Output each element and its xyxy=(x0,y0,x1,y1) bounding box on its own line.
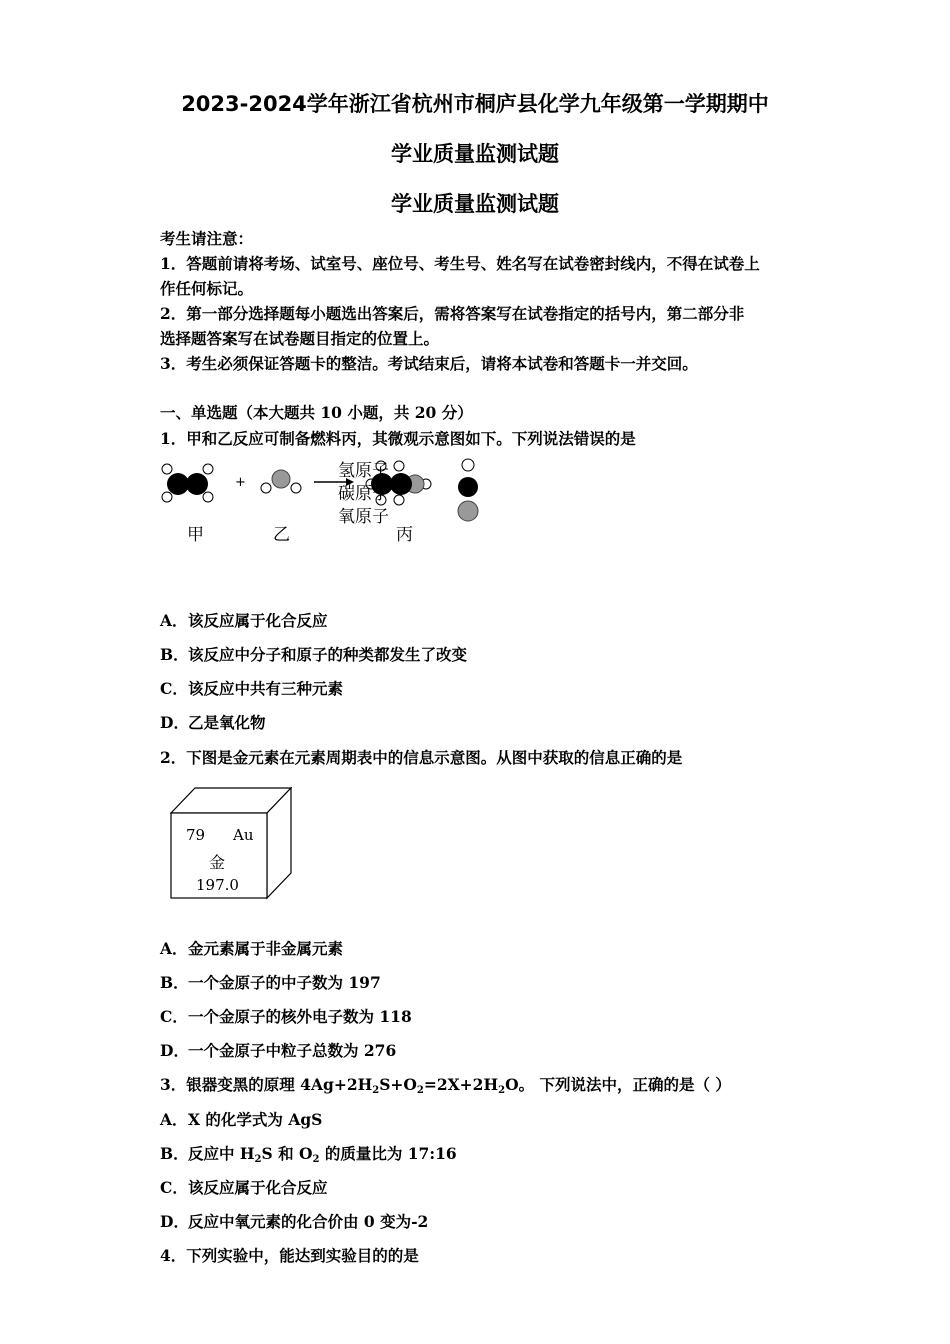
q1-option-c xyxy=(160,677,343,699)
q3-option-a xyxy=(160,1108,322,1130)
molecule-yi xyxy=(261,470,301,493)
option-letter: B． xyxy=(160,645,189,664)
question-2-stem: 2．下图是金元素在元素周期表中的信息示意图。从图中获取的信息正确的是 xyxy=(160,748,683,767)
label-jia: 甲 xyxy=(187,525,204,545)
diagram-legend xyxy=(458,459,478,521)
option-text: S 和 O xyxy=(261,1144,313,1163)
notice-heading: 考生请注意： xyxy=(160,229,254,248)
q1-option-b xyxy=(160,643,467,665)
option-text: 该反应中分子和原子的种类都发生了改变 xyxy=(188,645,468,664)
option-letter: A． xyxy=(160,939,188,958)
option-letter: A． xyxy=(160,1110,188,1129)
q1-option-d xyxy=(160,711,266,733)
option-letter: D． xyxy=(160,713,189,732)
section-heading: 一、单选题（本大题共 10 小题，共 20 分） xyxy=(160,403,473,422)
option-letter: C． xyxy=(160,1178,188,1197)
q3-subscript: 2 xyxy=(254,1154,262,1165)
option-text: 该反应属于化合反应 xyxy=(188,1178,328,1197)
page-title: 2023-2024学年浙江省杭州市桐庐县化学九年级第一学期期中 xyxy=(181,92,769,116)
question-1-stem: 1．甲和乙反应可制备燃料丙，其微观示意图如下。下列说法错误的是 xyxy=(160,429,636,448)
option-text: 一个金原子的核外电子数为 118 xyxy=(188,1007,412,1026)
option-text: 金元素属于非金属元素 xyxy=(188,939,344,958)
q3-stem-part: S+O xyxy=(379,1075,417,1094)
label-bing: 丙 xyxy=(396,525,413,545)
option-letter: B． xyxy=(160,973,189,992)
option-text: 反应中氧元素的化合价由 0 变为-2 xyxy=(188,1212,429,1231)
q2-option-c xyxy=(160,1005,412,1027)
q3-option-c xyxy=(160,1176,328,1198)
molecule-jia xyxy=(162,464,213,502)
q1-option-a xyxy=(160,609,328,631)
option-text: 该反应中共有三种元素 xyxy=(188,679,344,698)
q3-option-d xyxy=(160,1210,428,1232)
notice-item-2-cont: 选择题答案写在试卷题目指定的位置上。 xyxy=(160,329,440,348)
notice-item-2: 2．第一部分选择题每小题选出答案后，需将答案写在试卷指定的括号内，第二部分非 xyxy=(160,304,745,323)
option-text: X 的化学式为 AgS xyxy=(188,1110,323,1129)
page-subtitle: 学业质量监测试题 xyxy=(391,142,559,166)
label-yi: 乙 xyxy=(273,525,290,545)
option-letter: C． xyxy=(160,1007,188,1026)
notice-item-1: 1．答题前请将考场、试室号、座位号、考生号、姓名写在试卷密封线内，不得在试卷上 xyxy=(160,254,760,273)
option-text: 反应中 H xyxy=(188,1144,255,1163)
element-atomic-mass: 197.0 xyxy=(196,876,239,894)
element-symbol: Au xyxy=(233,826,254,844)
option-text: 一个金原子中粒子总数为 276 xyxy=(188,1041,397,1060)
element-name: 金 xyxy=(209,853,226,872)
q3-stem-part: O。 下列说法中，正确的是（ ） xyxy=(505,1075,731,1094)
q3-stem-part: 3．银器变黑的原理 4Ag+2H xyxy=(160,1075,373,1094)
legend-hydrogen-label: 氢原子 xyxy=(338,461,389,481)
legend-carbon-label: 碳原子 xyxy=(338,484,389,504)
q3-subscript: 2 xyxy=(372,1085,380,1096)
question-3-stem xyxy=(160,1073,731,1096)
element-atomic-number: 79 xyxy=(186,826,206,844)
page-subtitle-repeat: 学业质量监测试题 xyxy=(391,192,559,216)
option-letter: D． xyxy=(160,1041,189,1060)
q3-option-b xyxy=(160,1142,457,1165)
notice-item-1-cont: 作任何标记。 xyxy=(160,279,254,298)
q2-option-d xyxy=(160,1039,396,1061)
option-text: 该反应属于化合反应 xyxy=(188,611,328,630)
q3-stem-part: =2X+2H xyxy=(423,1075,499,1094)
option-letter: A． xyxy=(160,611,188,630)
option-text: 乙是氧化物 xyxy=(188,713,266,732)
option-letter: C． xyxy=(160,679,188,698)
plus-sign: + xyxy=(235,475,246,490)
q2-option-a xyxy=(160,937,343,959)
q3-subscript: 2 xyxy=(312,1154,320,1165)
q3-subscript: 2 xyxy=(498,1085,506,1096)
q2-option-b xyxy=(160,971,381,993)
notice-item-3: 3．考生必须保证答题卡的整洁。考试结束后，请将本试卷和答题卡一并交回。 xyxy=(160,354,698,373)
question-4-stem: 4．下列实验中，能达到实验目的的是 xyxy=(160,1246,419,1265)
q3-subscript: 2 xyxy=(416,1085,424,1096)
option-letter: B． xyxy=(160,1144,189,1163)
option-text: 的质量比为 17:16 xyxy=(319,1144,457,1163)
option-letter: D． xyxy=(160,1212,189,1231)
legend-oxygen-label: 氧原子 xyxy=(338,507,389,527)
option-text: 一个金原子的中子数为 197 xyxy=(188,973,381,992)
